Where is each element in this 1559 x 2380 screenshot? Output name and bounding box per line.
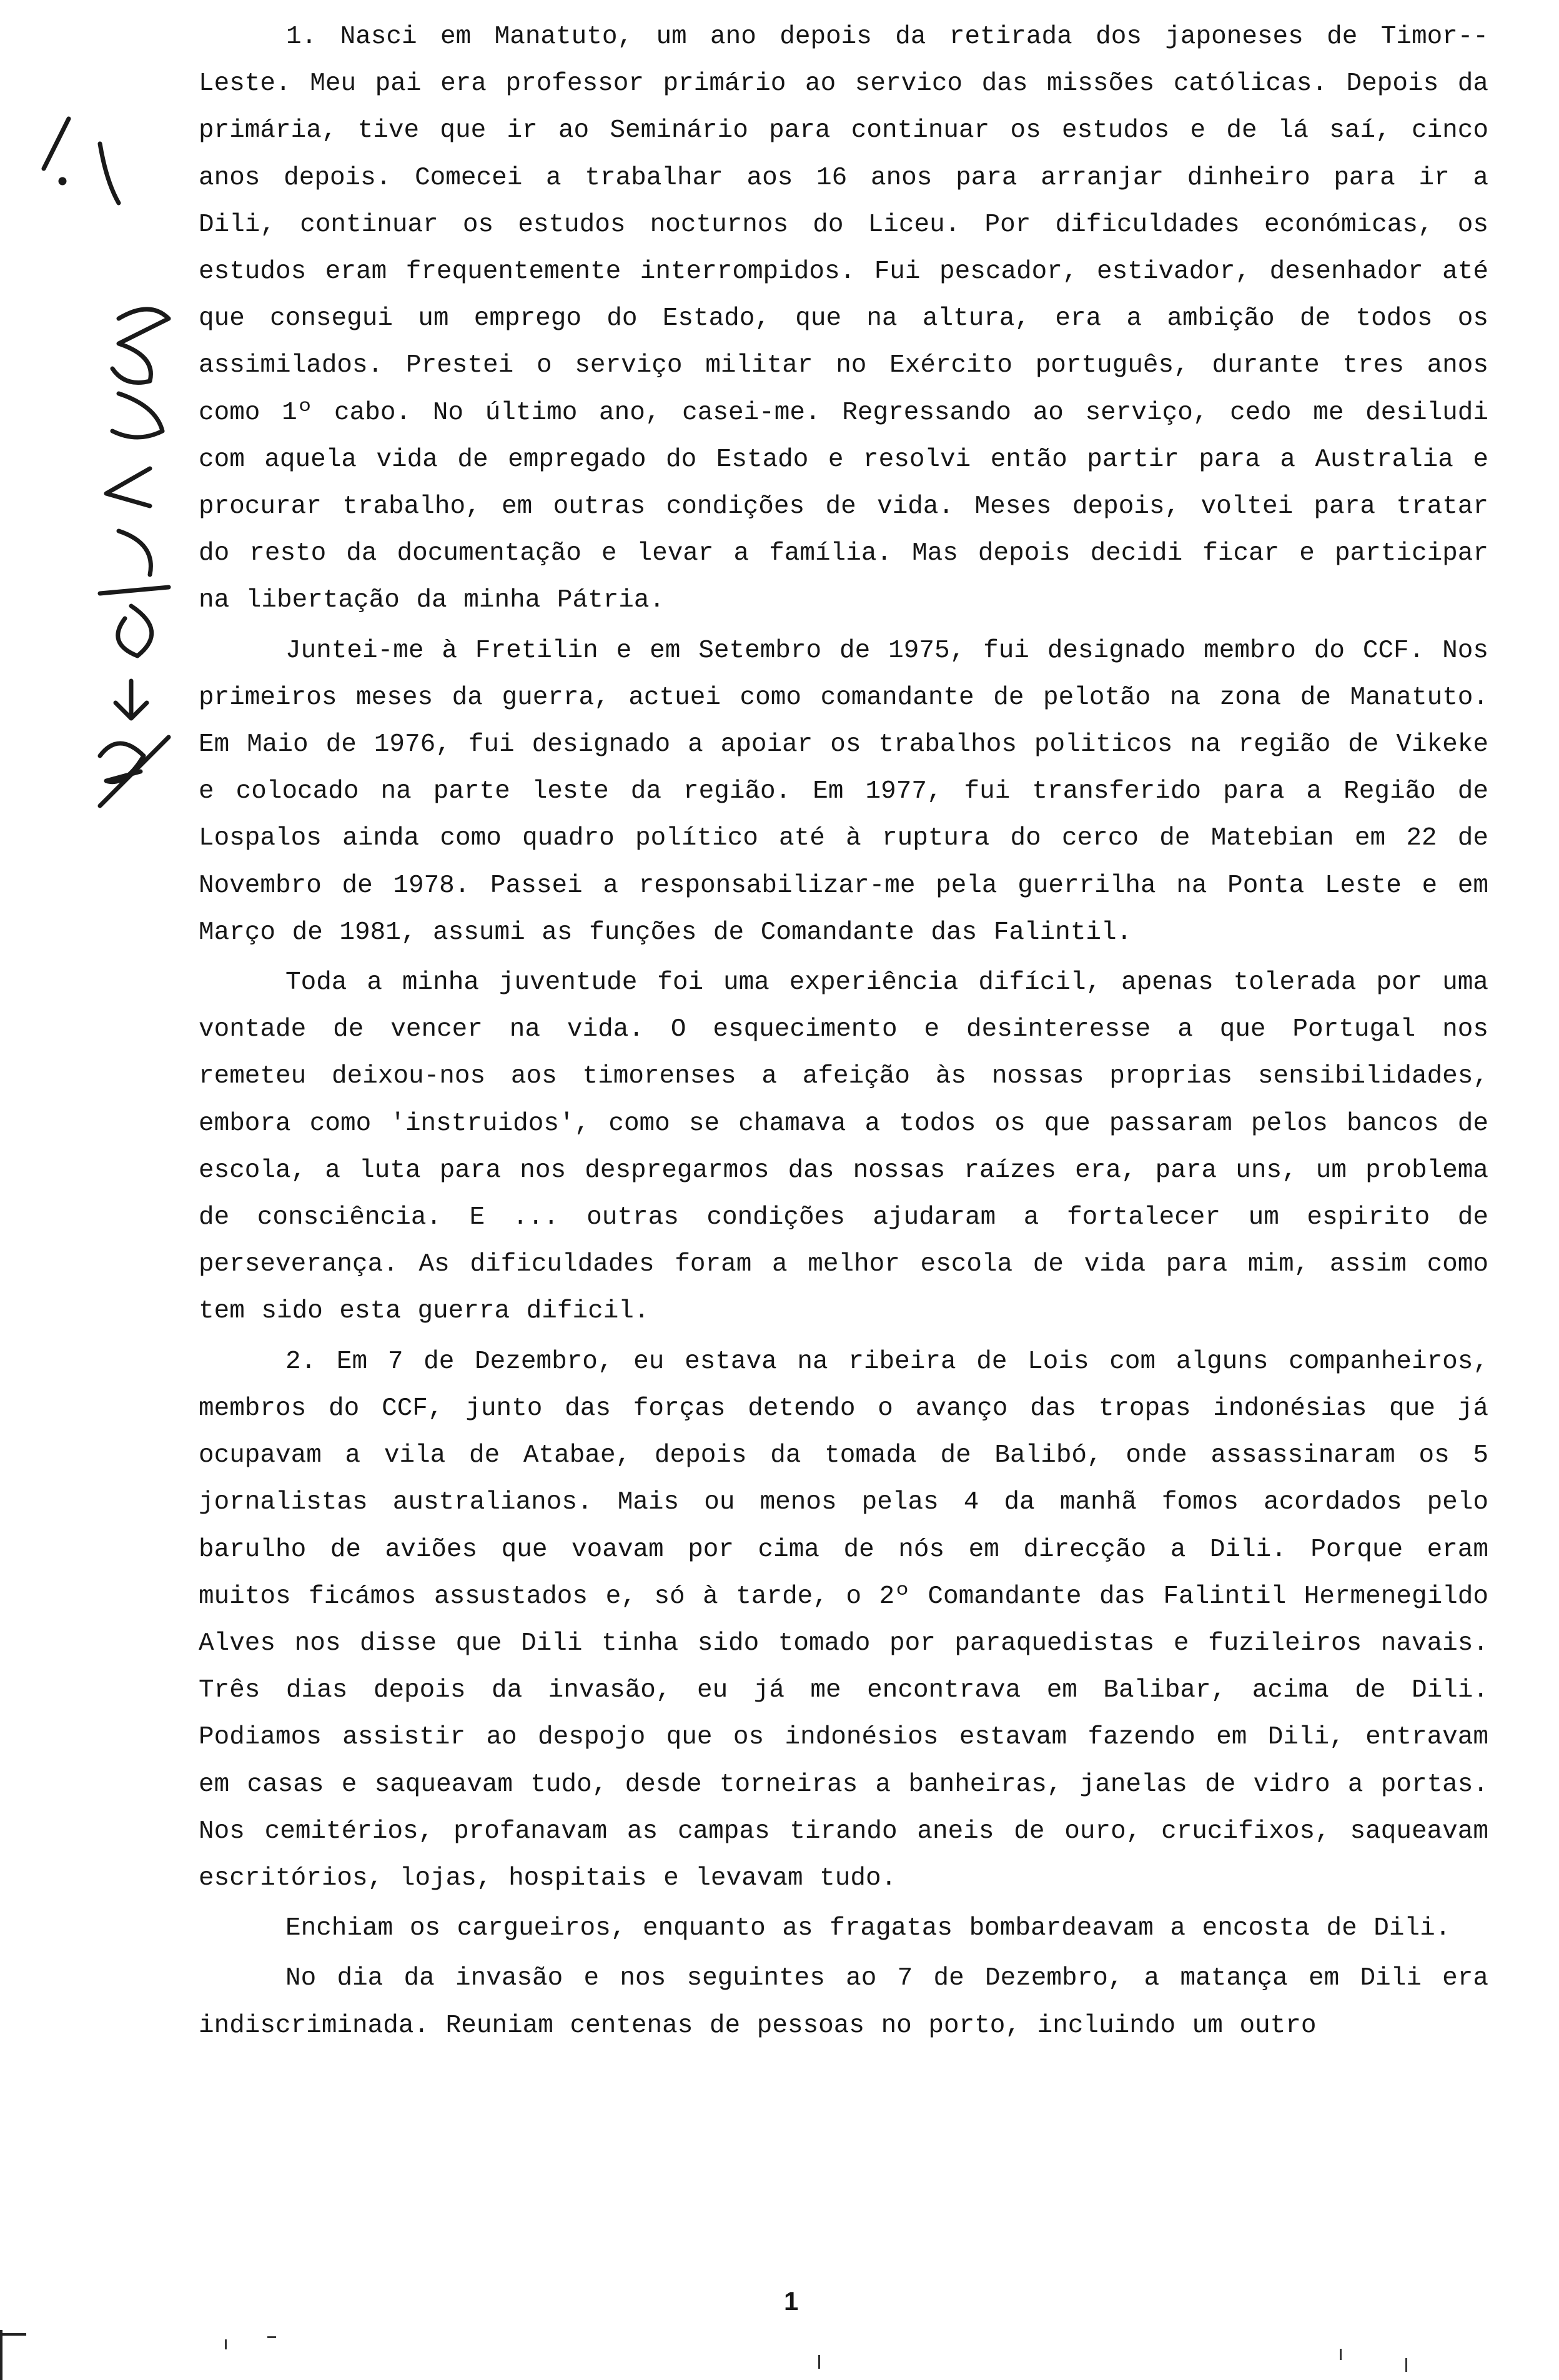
typed-letter-body <box>199 14 1488 2053</box>
crop-mark-bottom-left-horizontal <box>0 2333 26 2336</box>
scan-speck <box>1340 2349 1342 2360</box>
paragraph-5: Enchiam os cargueiros, enquanto as fragatas bombardeavam a encosta de Dili. <box>285 1914 1451 1943</box>
scan-speck <box>1405 2358 1407 2372</box>
paragraph-4: 2. Em 7 de Dezembro, eu estava na ribeira de Lois com alguns companheiros, membros do CCF, junto das forças detendo o avanço das tropas indonésias que já ocupavam a vila de Atabae, depois da tomada de Balibó, onde assassinaram os 5 jornalistas australianos. Mais ou menos pelas 4 da manhã fomos acordados pelo barulho de aviões que voavam por cima de nós em direcção a Dili. Porque eram muitos ficámos assustados e, só à tarde, o 2º Comandante das Falintil Hermenegildo Alves nos disse que Dili tinha sido tomado por paraquedistas e fuzileiros navais. Três dias depois da invasão, eu já me encontrava em Balibar, acima de Dili. Podiamos assistir ao despojo que os indonésios estavam fazendo em Dili, entravam em casas e saqueavam tudo, desde torneiras a banheiras, janelas de vidro a portas. Nos cemitérios, profanavam as campas tirando aneis de ouro, crucifixos, saqueavam escritórios, lojas, hospitais e levavam tudo. <box>199 1347 1488 1893</box>
scan-speck <box>225 2339 227 2349</box>
paragraph-6: No dia da invasão e nos seguintes ao 7 de Dezembro, a matança em Dili era indiscriminada. Reuniam centenas de pessoas no porto, incluindo um outro <box>199 1964 1488 2040</box>
scan-speck <box>267 2336 276 2338</box>
paragraph-1: 1. Nasci em Manatuto, um ano depois da retirada dos japoneses de Timor--Leste. Meu pai era professor primário ao servico das missões católicas. Depois da primária, tive que ir ao Seminário para continuar os estudos e de lá saí, cinco anos depois. Comecei a trabalhar aos 16 anos para arranjar dinheiro para ir a Dili, continuar os estudos nocturnos do Liceu. Por dificuldades económicas, os estudos eram frequentemente interrompidos. Fui pescador, estivador, desenhador até que consegui um emprego do Estado, que na altura, era a ambição de todos os assimilados. Prestei o serviço militar no Exército português, durante tres anos como 1º cabo. No último ano, casei-me. Regressando ao serviço, cedo me desiludi com aquela vida de empregado do Estado e resolvi então partir para a Australia e procurar trabalho, em outras condições de vida. Meses depois, voltei para tratar do resto da documentação e levar a família. Mas depois decidi ficar e participar na libertação da minha Pátria. <box>199 22 1488 615</box>
paragraph-3: Toda a minha juventude foi uma experiência difícil, apenas tolerada por uma vontade de vencer na vida. O esquecimento e desinteresse a que Portugal nos remeteu deixou-nos aos timorenses a afeição às nossas proprias sensibilidades, embora como 'instruidos', como se chamava a todos os que passaram pelos bancos de escola, a luta para nos despregarmos das nossas raízes era, para uns, um problema de consciência. E ... outras condições ajudaram a fortalecer um espirito de perseverança. As dificuldades foram a melhor escola de vida para mim, assim como tem sido esta guerra dificil. <box>199 968 1488 1326</box>
handwritten-margin-note <box>25 94 187 812</box>
scan-speck <box>818 2355 820 2369</box>
page-number: 1 <box>784 2286 799 2316</box>
paragraph-2: Juntei-me à Fretilin e em Setembro de 1975, fui designado membro do CCF. Nos primeiros meses da guerra, actuei como comandante de pelotão na zona de Manatuto. Em Maio de 1976, fui designado a apoiar os trabalhos politicos na região de Vikeke e colocado na parte leste da região. Em 1977, fui transferido para a Região de Lospalos ainda como quadro político até à ruptura do cerco de Matebian em 22 de Novembro de 1978. Passei a responsabilizar-me pela guerrilha na Ponta Leste e em Março de 1981, assumi as funções de Comandante das Falintil. <box>199 636 1488 947</box>
crop-mark-bottom-left-vertical <box>0 2330 2 2380</box>
